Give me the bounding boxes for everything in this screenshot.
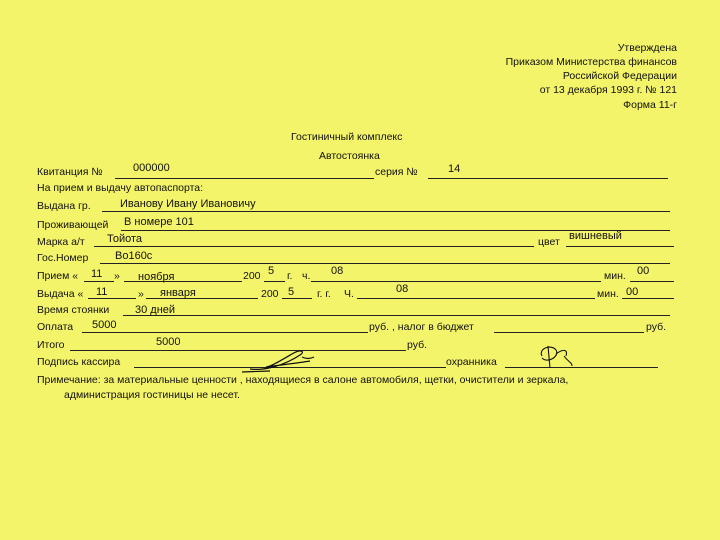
reception-year-line — [264, 281, 285, 282]
residing-label: Проживающей — [37, 219, 109, 231]
duration-label: Время стоянки — [37, 304, 110, 316]
reception-hour-line — [311, 281, 601, 282]
issue-minutes: 00 — [626, 286, 639, 298]
issue-close: » — [138, 288, 144, 300]
make-value: Тойота — [107, 233, 143, 245]
make-label: Марка а/т — [37, 236, 85, 248]
issue-month: января — [160, 287, 196, 299]
purpose-text: На прием и выдачу автопаспорта: — [37, 182, 204, 194]
reception-close: » — [114, 270, 120, 282]
tax-rub: руб. — [646, 321, 667, 333]
reception-day-line — [84, 281, 114, 282]
note-line-2: администрация гостиницы не несет. — [64, 389, 240, 401]
reception-day: 11 — [91, 268, 103, 280]
tax-line — [494, 332, 644, 333]
plate-value: Во160с — [115, 250, 153, 262]
issue-g: г. г. — [317, 288, 331, 300]
color-label: цвет — [538, 236, 560, 248]
receipt-label: Квитанция № — [37, 166, 103, 178]
reception-minutes: 00 — [637, 265, 650, 277]
duration-line — [123, 315, 670, 316]
plate-label: Гос.Номер — [37, 252, 89, 264]
reception-hour: 08 — [331, 265, 344, 277]
issue-hour: 08 — [396, 283, 409, 295]
receipt-number: 000000 — [133, 162, 170, 174]
issue-min-label: мин. — [597, 288, 619, 300]
issue-year-prefix: 200 — [261, 288, 279, 300]
cashier-signature — [240, 345, 340, 375]
issue-day: 11 — [96, 286, 108, 298]
reception-min-line — [630, 281, 674, 282]
issue-day-line — [88, 298, 136, 299]
guard-signature-line — [505, 367, 658, 368]
payment-line — [82, 332, 368, 333]
reception-label: Прием « — [37, 270, 79, 282]
cashier-signature-label: Подпись кассира — [37, 356, 121, 368]
total-label: Итого — [37, 339, 65, 351]
reception-g: г. — [287, 270, 293, 282]
issue-ch-label: Ч. — [344, 288, 354, 300]
payment-label: Оплата — [37, 321, 74, 333]
total-value: 5000 — [156, 336, 181, 348]
approval-line-1: Утверждена — [617, 42, 677, 54]
series-label: серия № — [375, 166, 418, 178]
reception-month: ноября — [138, 271, 175, 283]
payment-value: 5000 — [92, 319, 117, 331]
approval-line-3: Российской Федерации — [562, 70, 677, 82]
total-line — [70, 350, 406, 351]
guard-signature — [534, 342, 580, 372]
approval-line-2: Приказом Министерства финансов — [505, 56, 677, 68]
reception-year: 5 — [268, 265, 275, 277]
reception-ch-label: ч. — [302, 270, 311, 282]
residing-value: В номере 101 — [124, 216, 194, 228]
plate-line — [100, 263, 670, 264]
total-rub: руб. — [407, 339, 428, 351]
color-line — [566, 246, 674, 247]
issued-to-line — [102, 211, 670, 212]
org-title: Гостиничный комплекс — [291, 131, 403, 143]
issue-year: 5 — [288, 286, 295, 298]
org-subtitle: Автостоянка — [319, 150, 380, 162]
note-line-1: Примечание: за материальные ценности , находящиеся в салоне автомобиля, щетки, очистители и зеркала, — [37, 374, 569, 386]
series-number: 14 — [448, 163, 461, 175]
form-number: Форма 11-г — [623, 99, 677, 111]
make-line — [94, 246, 534, 247]
issued-to-label: Выдана гр. — [37, 200, 91, 212]
approval-line-4: от 13 декабря 1993 г. № 121 — [539, 84, 677, 96]
color-value: вишневый — [569, 230, 622, 242]
reception-year-prefix: 200 — [243, 270, 261, 282]
series-line — [428, 178, 668, 179]
issue-min-line — [622, 298, 674, 299]
receipt-number-line — [115, 178, 374, 179]
issue-year-line — [282, 298, 312, 299]
reception-min-label: мин. — [604, 270, 626, 282]
payment-rub-tax: руб. , налог в бюджет — [369, 321, 474, 333]
issue-hour-line — [357, 298, 595, 299]
issue-label: Выдача « — [37, 288, 84, 300]
issued-to-value: Иванову Ивану Ивановичу — [120, 198, 256, 210]
duration-value: 30 дней — [135, 304, 176, 316]
guard-signature-label: охранника — [446, 356, 497, 368]
